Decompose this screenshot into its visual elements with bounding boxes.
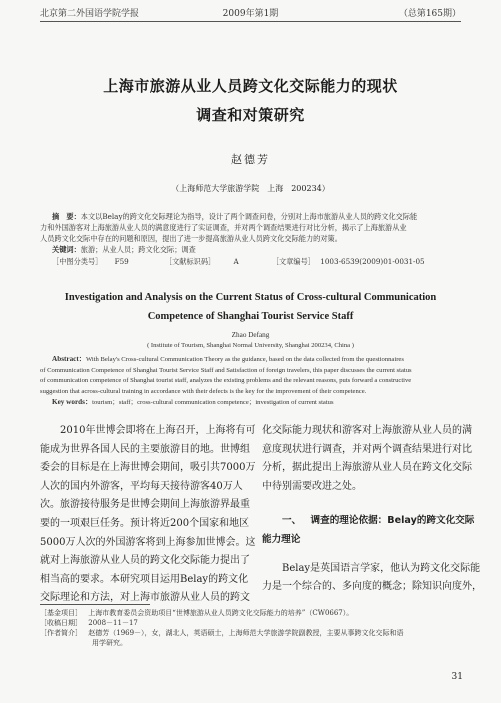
section-1-heading <box>282 512 475 531</box>
section-1-number: 一、 <box>282 515 302 527</box>
author-bio-text-1: 赵德芳（1969－），女，湖北人，英语硕士，上海师范大学旅游学院副教授，主要从事跨文化交际和语 <box>88 629 404 637</box>
clc-value: F59 <box>114 257 129 266</box>
abstract-en-line-1: With Belay's Cross-cultural Communication Theory as the guidance, based on the data collected from the questionnaires <box>85 356 404 363</box>
title-en-line-2: Competence of Shanghai Tourist Service Staff <box>147 311 354 322</box>
doc-code-value: A <box>233 257 239 266</box>
body-left-line: 要的一项艰巨任务。预计将近200个国家和地区 <box>40 517 250 529</box>
footnote-rule <box>40 604 150 605</box>
journal-name: 北京第二外国语学院学报 <box>40 9 140 19</box>
abstract-zh-line-3: 人员跨文化交际中存在的问题和原因，提出了进一步提高旅游从业人员跨文化交际能力的对策。 <box>40 234 342 243</box>
body-left-line: 人次的国内外游客，平均每天接待游客40万人 <box>40 480 243 492</box>
received-label: ［收稿日期］ <box>40 619 82 627</box>
abstract-en-label: Abstract： <box>52 355 86 363</box>
classification-row <box>40 256 464 267</box>
body-left-column <box>40 422 256 608</box>
clc-label: ［中图分类号］ <box>52 257 103 266</box>
body-right-column <box>262 422 482 597</box>
abstract-zh-line-2: 力和外国游客对上海旅游从业人员的满意度进行了实证调查，并对两个调查结果进行对比分析，揭示了上海旅游从业 <box>40 223 407 232</box>
article-no-label: ［文章编号］ <box>271 257 315 266</box>
page-number: 31 <box>451 672 463 682</box>
author-name: 赵德芳 <box>231 153 270 166</box>
fund-label: ［基金项目］ <box>40 609 82 617</box>
keywords-en-label: Key words： <box>52 398 93 407</box>
body-left-line: 次。旅游接待服务是世博会期间上海旅游界最重 <box>40 499 250 511</box>
section-1-title-1: 调查的理论依据：Belay的跨文化交际 <box>310 515 475 527</box>
abstract-en-line-3: of communication competence of Shanghai tourist staff, analyzes the existing problems and the relevant reasons, puts forward a constructive <box>40 377 412 385</box>
total-issue-label: （总第165期） <box>398 9 461 19</box>
author-bio-text-2: 用学研究。 <box>92 639 127 647</box>
doc-code-label: ［文献标识码］ <box>164 257 216 266</box>
body-right-line: 力是一个综合的、多向度的概念；除知识向度外， <box>262 581 482 593</box>
body-left-line: 交际理论和方法，对上海市旅游从业人员的跨文 <box>40 592 250 604</box>
article-no-value: 1003-6539(2009)01-0031-05 <box>320 257 425 266</box>
body-right-line: 意度现状进行调查，并对两个调查结果进行对比 <box>262 443 472 455</box>
abstract-en-line-4: suggestion that across-cultural training in accordance with their defects is the key for the improvement of their competence. <box>40 387 367 395</box>
fund-text: 上海市教育委员会资助项目“世博旅游从业人员跨文化交际能力的培养”（CW0667）。 <box>88 609 354 617</box>
body-right-line: 分析，据此提出上海旅游从业人员在跨文化交际 <box>262 462 472 474</box>
keywords-zh: 旅游；从业人员；跨文化交际；调查 <box>80 245 196 254</box>
body-right-line: 中待别需要改进之处。 <box>262 480 362 492</box>
title-en-line-1: Investigation and Analysis on the Current Status of Cross-cultural Communication <box>64 292 437 303</box>
body-left-line: 5000万人次的外国游客将到上海参加世博会。这 <box>40 536 256 548</box>
body-right-line: 化交际能力现状和游客对上海旅游从业人员的满 <box>262 425 472 436</box>
abstract-zh-line-1: 本文以Belay的跨文化交际理论为指导，设计了两个调查问卷，分别对上海市旅游从业人员的跨文化交际能 <box>80 212 418 221</box>
section-1-title-2: 能力理论 <box>262 533 301 545</box>
body-left-line: 委会的目标是在上海世博会期间，吸引共7000万 <box>40 462 256 474</box>
abstract-en-line-2: of Communication Competence of Shanghai Tourist Service Staff and Satisfaction of foreign travelers, this paper discusses the current status <box>40 366 412 374</box>
title-line-1: 上海市旅游从业人员跨文化交际能力的现状 <box>103 77 398 95</box>
header-rule <box>40 21 461 22</box>
abstract-zh-label: 摘 要： <box>52 212 81 221</box>
keywords-zh-label: 关键词： <box>52 245 81 254</box>
abstract-en <box>40 354 466 409</box>
issue-label: 2009年第1期 <box>222 9 279 19</box>
body-left-line: 能成为世界各国人民的主要旅游目的地。世博组 <box>40 443 250 455</box>
body-left-line: 相当高的要求。本研究项目运用Belay的跨文化 <box>40 573 249 585</box>
body-left-line: 就对上海旅游从业人员的跨文化交际能力提出了 <box>40 555 250 567</box>
affiliation-en: ( Institute of Tourism, Shanghai Normal University, Shanghai 200234, China ) <box>147 342 354 349</box>
body-left-line: 2010年世博会即将在上海召开，上海将有可 <box>60 425 256 436</box>
author-en: Zhao Defang <box>231 331 270 339</box>
received-text: 2008－11－17 <box>88 619 138 627</box>
footnotes <box>40 608 466 648</box>
affiliation: （上海师范大学旅游学院 上海 200234） <box>171 184 330 193</box>
body-right-line: Belay是英国语言学家，他认为跨文化交际能 <box>282 562 481 574</box>
keywords-en: tourism；staff；cross-cultural communication competence；investigation of current status <box>92 399 334 407</box>
abstract-zh <box>40 211 464 267</box>
title-line-2: 调查和对策研究 <box>196 106 305 124</box>
author-bio-label: ［作者简介］ <box>40 629 82 637</box>
